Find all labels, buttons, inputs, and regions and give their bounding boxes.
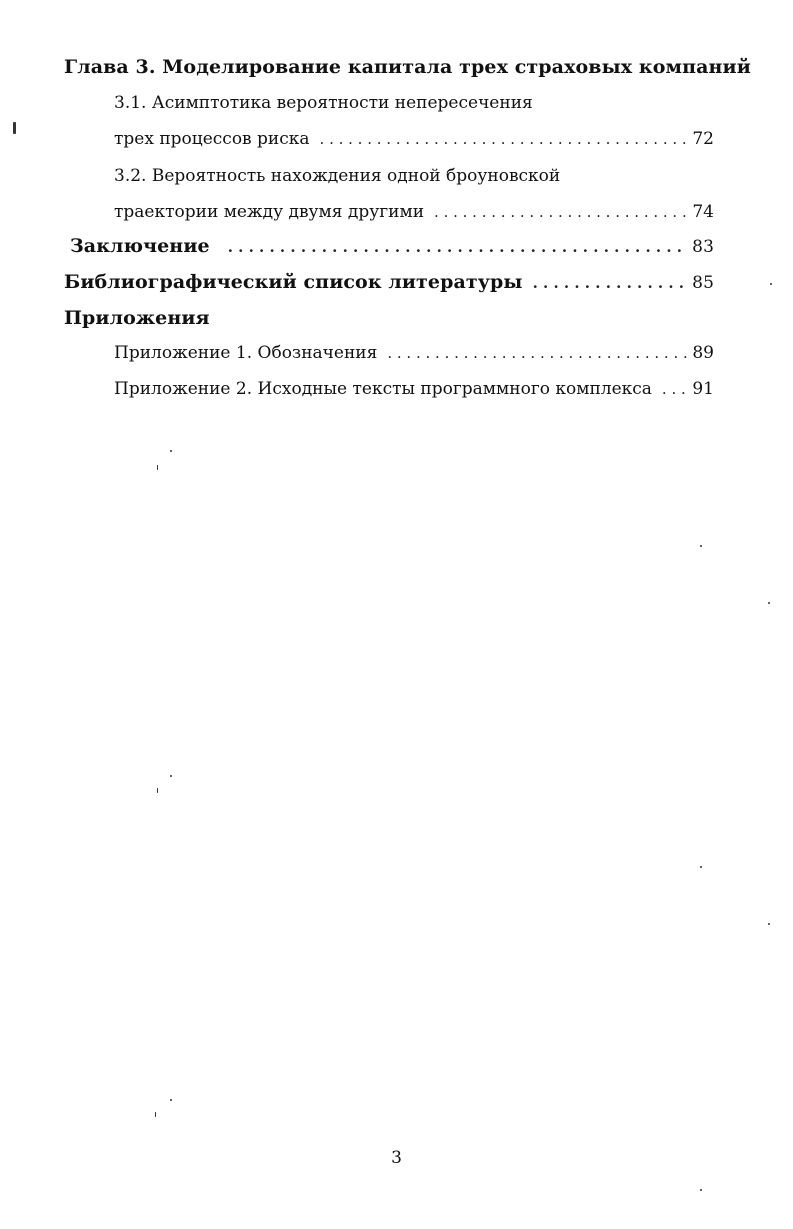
scan-speck xyxy=(170,1099,172,1101)
section-3-2-line-1 xyxy=(114,166,714,186)
dot-leader xyxy=(533,274,689,292)
chapter-3-heading xyxy=(64,56,751,78)
scan-speck xyxy=(157,788,158,793)
scan-speck xyxy=(770,283,772,285)
section-3-1-title-cont: трех процессов риска xyxy=(114,129,310,149)
scan-speck xyxy=(768,923,770,925)
section-3-2-page: 74 xyxy=(692,202,714,222)
appendix-entry xyxy=(114,379,714,399)
appendix-2-label: Приложение 2. Исходные тексты программного комплекса xyxy=(114,379,652,399)
section-3-2-title: 3.2. Вероятность нахождения одной броуновской xyxy=(114,166,561,186)
section-3-2-line-2 xyxy=(114,202,714,222)
page-number: 3 xyxy=(391,1148,402,1168)
dot-leader xyxy=(434,203,688,221)
appendix-1-page: 89 xyxy=(692,343,714,363)
scan-speck xyxy=(155,1112,156,1117)
scan-speck xyxy=(768,602,770,604)
appendices-heading xyxy=(64,307,714,329)
conclusion-entry xyxy=(70,235,714,257)
section-3-1-line-1 xyxy=(114,93,714,113)
appendix-2-page: 91 xyxy=(692,379,714,399)
bibliography-entry xyxy=(64,271,714,293)
scan-speck xyxy=(700,545,702,547)
scan-speck xyxy=(157,465,158,470)
section-3-1-page: 72 xyxy=(692,129,714,149)
dot-leader xyxy=(387,344,688,362)
scan-speck xyxy=(13,122,16,134)
conclusion-title: Заключение xyxy=(70,235,210,257)
dot-leader xyxy=(320,130,689,148)
scan-speck xyxy=(170,775,172,777)
dot-leader xyxy=(228,238,688,256)
scan-speck xyxy=(700,866,702,868)
section-3-2-title-cont: траектории между двумя другими xyxy=(114,202,425,222)
scan-speck xyxy=(170,450,172,452)
bibliography-page: 85 xyxy=(692,273,714,293)
section-3-1-line-2 xyxy=(114,129,714,149)
appendices-title: Приложения xyxy=(64,307,210,329)
section-3-1-title: 3.1. Асимптотика вероятности непересечения xyxy=(114,93,533,113)
appendix-1-label: Приложение 1. Обозначения xyxy=(114,343,378,363)
chapter-3-title: Глава 3. Моделирование капитала трех страховых компаний xyxy=(64,56,751,78)
dot-leader xyxy=(662,380,688,398)
conclusion-page: 83 xyxy=(692,237,714,257)
appendix-entry xyxy=(114,343,714,363)
scan-speck xyxy=(700,1189,702,1191)
bibliography-title: Библиографический список литературы xyxy=(64,271,523,293)
